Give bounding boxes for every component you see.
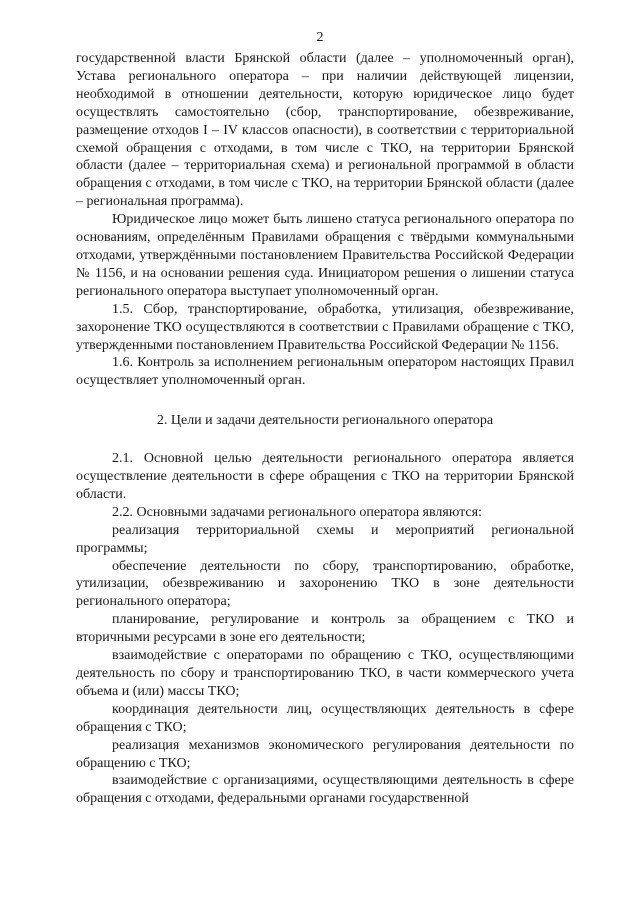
list-item: взаимодействие с операторами по обращению с ТКО, осуществляющими деятельность по сбору и транспортированию ТКО, в части коммерческого учета объема и (или) массы ТКО; <box>76 648 574 699</box>
paragraph-2-1: 2.1. Основной целью деятельности регионального оператора является осуществление деятельности в сфере обращения с ТКО на территории Брянской области. <box>76 451 574 502</box>
list-item: координация деятельности лиц, осуществляющих деятельность в сфере обращения с ТКО; <box>76 701 574 735</box>
paragraph-status-revocation: Юридическое лицо может быть лишено статуса регионального оператора по основаниям, определённым Правилами обращения с твёрдыми коммунальными отходами, утверждёнными постановлением Правительства Российской Федерации № 1156, и на основании решения суда. Инициатором решения о лишении статуса регионального оператора выступает уполномоченный орган. <box>76 212 574 299</box>
list-item: реализация территориальной схемы и мероприятий региональной программы; <box>76 522 574 556</box>
list-item: обеспечение деятельности по сбору, транспортированию, обработке, утилизации, обезвреживанию и захоронению ТКО в зоне деятельности регионального оператора; <box>76 558 574 610</box>
paragraph-authority-charter: государственной власти Брянской области (далее – уполномоченный орган), Устава регионального оператора – при наличии действующей лицензии, необходимой в отношении деятельности, которую юридическое лицо будет осуществлять самостоятельно (сбор, транспортирование, обезвреживание, размещение отходов I – IV классов опасности), в соответствии с территориальной схемой обращения с отходами, в том числе с ТКО, на территории Брянской области (далее – территориальная схема) и региональной программой в области обращения с отходами, в том числе с ТКО, на территории Брянской области (далее – региональная программа). <box>76 51 574 210</box>
list-item: взаимодействие с организациями, осуществляющими деятельность в сфере обращения с отходами, федеральными органами государственной <box>76 773 574 807</box>
paragraph-2-2: 2.2. Основными задачами регионального оператора являются: <box>112 504 482 520</box>
paragraph-1-6: 1.6. Контроль за исполнением региональным оператором настоящих Правил осуществляет уполномоченный орган. <box>76 355 574 389</box>
document-body <box>76 50 574 808</box>
section-heading: 2. Цели и задачи деятельности регионального оператора <box>156 413 494 429</box>
list-item: реализация механизмов экономического регулирования деятельности по обращению с ТКО; <box>76 737 574 771</box>
page-number: 2 <box>316 30 324 45</box>
list-item: планирование, регулирование и контроль за обращением с ТКО и вторичными ресурсами в зоне его деятельности; <box>76 612 574 646</box>
paragraph-1-5: 1.5. Сбор, транспортирование, обработка, утилизация, обезвреживание, захоронение ТКО осуществляются в соответствии с Правилами обращение с ТКО, утвержденными постановлением Правительства Российской Федерации № 1156. <box>76 301 574 353</box>
